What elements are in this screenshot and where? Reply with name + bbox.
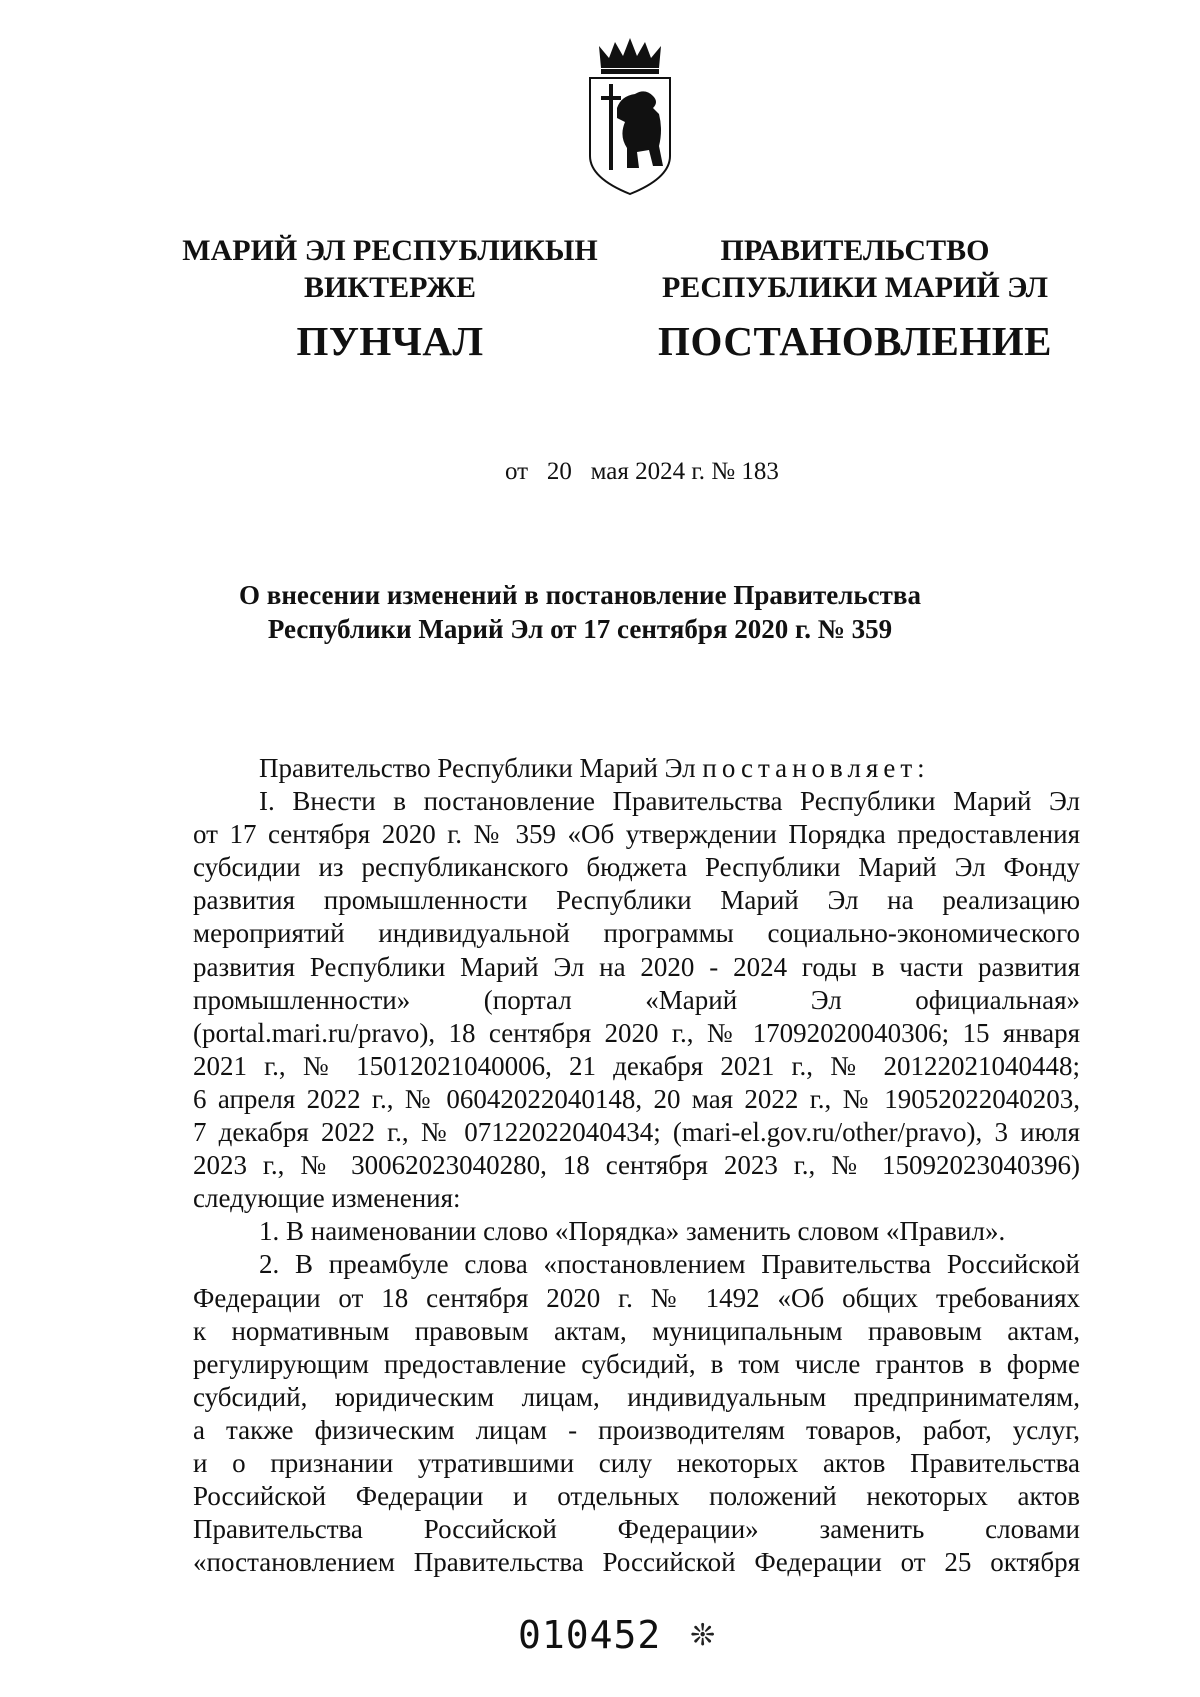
preamble-line xyxy=(193,752,1080,785)
right-org-line-2: РЕСПУБЛИКИ МАРИЙ ЭЛ xyxy=(661,271,1048,304)
body-line: регулирующим предоставление субсидий, в том числе грантов в форме xyxy=(193,1348,1080,1379)
body-line: промышленности» (портал «Марий Эл официальная» xyxy=(193,984,1080,1015)
body-line: развития промышленности Республики Марий Эл на реализацию xyxy=(193,885,1080,916)
serial-number: 010452 xyxy=(518,1613,662,1657)
document-body xyxy=(193,752,1080,1579)
left-org-line-2: ВИКТЕРЖЕ xyxy=(303,271,477,304)
body-line: Российской Федерации и отдельных положений некоторых актов xyxy=(193,1481,1080,1512)
body-line: 2021 г., № 15012021040006, 21 декабря 2021 г., № 20122021040448; xyxy=(193,1050,1080,1081)
body-line: 1. В наименовании слово «Порядка» заменить словом «Правил». xyxy=(259,1216,1006,1247)
bear-with-sword-icon xyxy=(601,84,663,170)
body-line: Правительства Российской Федерации» заменить словами xyxy=(193,1514,1080,1545)
decorative-star-mark: ❊ xyxy=(690,1618,716,1653)
right-doc-type: ПОСТАНОВЛЕНИЕ xyxy=(658,318,1052,364)
header-left-block xyxy=(170,232,610,366)
preamble-verb: постановляет: xyxy=(702,753,930,783)
body-line: субсидии из республиканского бюджета Республики Марий Эл Фонду xyxy=(193,852,1080,883)
body-line: субсидий, юридическим лицам, индивидуальным предпринимателям, xyxy=(193,1381,1080,1412)
body-line: 6 апреля 2022 г., № 06042022040148, 20 мая 2022 г., № 19052022040203, xyxy=(193,1083,1080,1114)
body-line: к нормативным правовым актам, муниципальным правовым актам, xyxy=(193,1315,1080,1346)
title-line-1: О внесении изменений в постановление Правительства xyxy=(239,580,921,610)
body-line: а также физическим лицам - производителям товаров, работ, услуг, xyxy=(193,1414,1080,1445)
document-title xyxy=(160,578,1000,646)
body-line: (portal.mari.ru/pravo), 18 сентября 2020 г., № 17092020040306; 15 января xyxy=(193,1017,1080,1048)
header-right-block xyxy=(640,232,1070,366)
left-org-line-1: МАРИЙ ЭЛ РЕСПУБЛИКЫН xyxy=(182,234,598,267)
right-org-line-1: ПРАВИТЕЛЬСТВО xyxy=(720,234,990,267)
crown-icon xyxy=(599,38,661,74)
body-line: мероприятий индивидуальной программы социально-экономического xyxy=(193,918,1080,949)
title-line-2: Республики Марий Эл от 17 сентября 2020 г. № 359 xyxy=(267,614,893,644)
preamble-start: Правительство Республики Марий Эл xyxy=(259,753,703,783)
body-line: «постановлением Правительства Российской Федерации от 25 октября xyxy=(193,1547,1080,1578)
body-line: следующие изменения: xyxy=(193,1183,461,1214)
body-line: развития Республики Марий Эл на 2020 - 2024 годы в части развития xyxy=(193,951,1080,982)
body-line: и о признании утратившими силу некоторых актов Правительства xyxy=(193,1447,1080,1478)
coat-of-arms-emblem xyxy=(587,38,673,198)
body-line: I. Внести в постановление Правительства Республики Марий Эл xyxy=(259,786,1080,817)
left-doc-type: ПУНЧАЛ xyxy=(296,318,484,364)
body-line: 7 декабря 2022 г., № 07122022040434; (mari-el.gov.ru/other/pravo), 3 июля xyxy=(193,1117,1080,1148)
body-line: 2. В преамбуле слова «постановлением Правительства Российской xyxy=(259,1249,1080,1280)
body-line: 2023 г., № 30062023040280, 18 сентября 2023 г., № 15092023040396) xyxy=(193,1150,1080,1181)
body-line: от 17 сентября 2020 г. № 359 «Об утверждении Порядка предоставления xyxy=(193,819,1080,850)
document-dateline: от 20 мая 2024 г. № 183 xyxy=(505,458,779,485)
body-line: Федерации от 18 сентября 2020 г. № 1492 «Об общих требованиях xyxy=(193,1282,1080,1313)
